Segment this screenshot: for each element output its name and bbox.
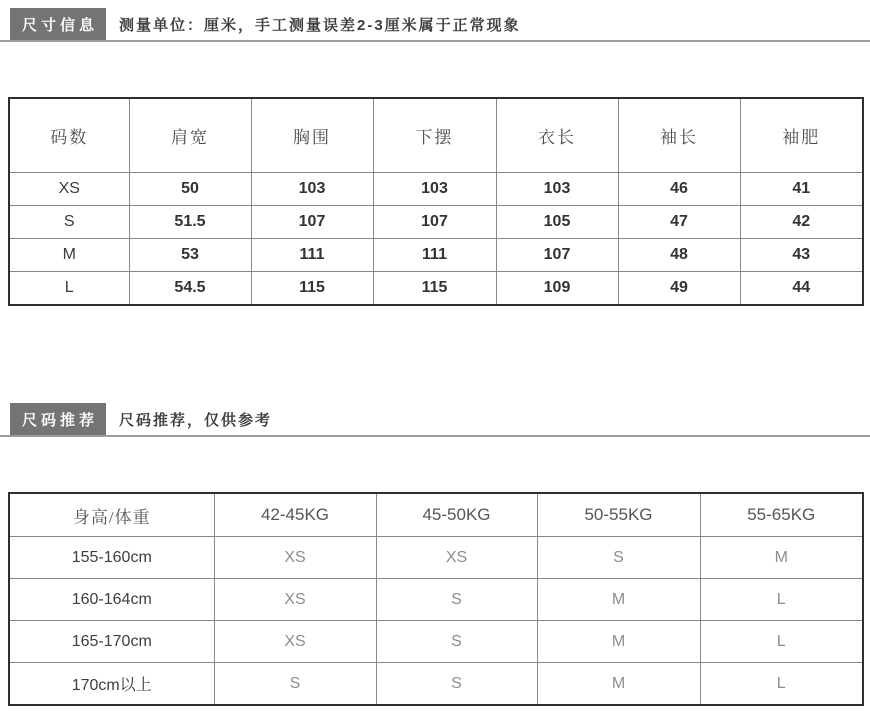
- size-table-header-row: [9, 98, 863, 173]
- recommended-size-cell: S: [376, 621, 537, 663]
- measure-cell: 47: [618, 206, 740, 239]
- recommend-header-weight-range: 45-50KG: [376, 493, 537, 537]
- measure-cell: 109: [496, 272, 618, 306]
- measure-cell: 53: [129, 239, 251, 272]
- recommended-size-cell: XS: [376, 537, 537, 579]
- measure-cell: 115: [251, 272, 373, 306]
- height-range-cell: 165-170cm: [9, 621, 214, 663]
- measure-cell: 49: [618, 272, 740, 306]
- height-range-cell: 155-160cm: [9, 537, 214, 579]
- measure-cell: 42: [740, 206, 863, 239]
- size-info-badge: 尺寸信息: [10, 8, 106, 40]
- size-table-header-shoulder: 肩宽: [129, 98, 251, 173]
- recommend-header-weight-range: 50-55KG: [537, 493, 700, 537]
- size-table: [8, 97, 864, 306]
- recommended-size-cell: M: [700, 537, 863, 579]
- size-table-row: [9, 173, 863, 206]
- size-recommend-divider: [0, 435, 870, 437]
- measure-cell: 115: [373, 272, 496, 306]
- recommend-table: [8, 492, 864, 706]
- size-table-row: [9, 272, 863, 306]
- size-info-subtitle: 测量单位：厘米，手工测量误差2-3厘米属于正常现象: [119, 16, 521, 34]
- recommended-size-cell: XS: [214, 579, 376, 621]
- recommended-size-cell: S: [376, 579, 537, 621]
- measure-cell: 51.5: [129, 206, 251, 239]
- size-table-row: [9, 206, 863, 239]
- size-table-header-length: 衣长: [496, 98, 618, 173]
- size-cell: XS: [9, 173, 129, 206]
- size-recommend-section-header: [0, 403, 870, 437]
- recommended-size-cell: S: [214, 663, 376, 706]
- measure-cell: 41: [740, 173, 863, 206]
- size-table-header-sleeve-width: 袖肥: [740, 98, 863, 173]
- size-info-section-header: [0, 8, 870, 42]
- size-recommend-subtitle: 尺码推荐，仅供参考: [119, 411, 273, 429]
- size-cell: L: [9, 272, 129, 306]
- recommended-size-cell: S: [537, 537, 700, 579]
- measure-cell: 43: [740, 239, 863, 272]
- measure-cell: 107: [373, 206, 496, 239]
- recommended-size-cell: L: [700, 621, 863, 663]
- height-range-cell: 160-164cm: [9, 579, 214, 621]
- recommended-size-cell: S: [376, 663, 537, 706]
- size-table-header-bust: 胸围: [251, 98, 373, 173]
- recommended-size-cell: M: [537, 579, 700, 621]
- recommend-header-weight-range: 55-65KG: [700, 493, 863, 537]
- measure-cell: 105: [496, 206, 618, 239]
- measure-cell: 48: [618, 239, 740, 272]
- measure-cell: 103: [496, 173, 618, 206]
- recommended-size-cell: L: [700, 663, 863, 706]
- recommended-size-cell: M: [537, 663, 700, 706]
- size-table-row: [9, 239, 863, 272]
- measure-cell: 103: [373, 173, 496, 206]
- size-table-header-size: 码数: [9, 98, 129, 173]
- recommend-table-row: [9, 663, 863, 706]
- recommended-size-cell: L: [700, 579, 863, 621]
- recommend-table-row: [9, 621, 863, 663]
- measure-cell: 107: [251, 206, 373, 239]
- measure-cell: 107: [496, 239, 618, 272]
- size-table-header-hem: 下摆: [373, 98, 496, 173]
- size-cell: S: [9, 206, 129, 239]
- measure-cell: 50: [129, 173, 251, 206]
- measure-cell: 54.5: [129, 272, 251, 306]
- measure-cell: 111: [251, 239, 373, 272]
- recommend-header-weight-range: 42-45KG: [214, 493, 376, 537]
- recommended-size-cell: XS: [214, 537, 376, 579]
- recommended-size-cell: M: [537, 621, 700, 663]
- recommend-table-row: [9, 579, 863, 621]
- recommend-table-row: [9, 537, 863, 579]
- measure-cell: 46: [618, 173, 740, 206]
- size-info-divider: [0, 40, 870, 42]
- height-range-cell: 170cm以上: [9, 663, 214, 706]
- size-table-header-sleeve-length: 袖长: [618, 98, 740, 173]
- size-recommend-badge: 尺码推荐: [10, 403, 106, 435]
- recommended-size-cell: XS: [214, 621, 376, 663]
- measure-cell: 44: [740, 272, 863, 306]
- measure-cell: 103: [251, 173, 373, 206]
- size-cell: M: [9, 239, 129, 272]
- measure-cell: 111: [373, 239, 496, 272]
- recommend-header-height-weight: 身高/体重: [9, 493, 214, 537]
- recommend-table-header-row: [9, 493, 863, 537]
